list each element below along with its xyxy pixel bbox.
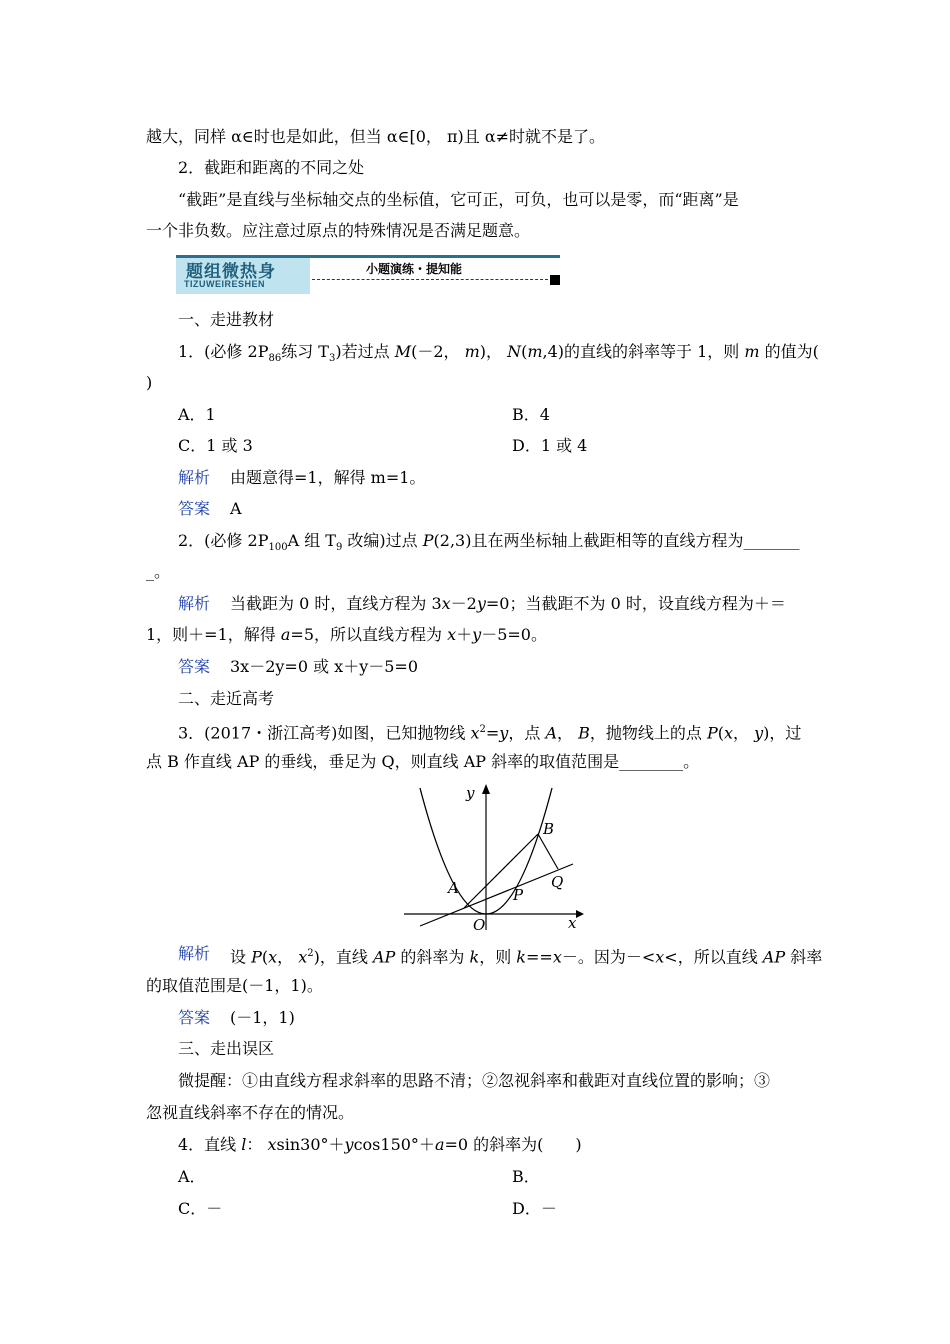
q3-answer-text: (－1，1) [230,1008,295,1027]
y-axis-arrow-icon [482,784,490,794]
q4-option-a: A． [178,1167,206,1186]
banner-top-bar [310,255,560,258]
q2-stem-b: _。 [146,562,171,581]
q1-option-c: C．1 或 3 [178,436,253,455]
q3-stem-a: 3．(2017・浙江高考)如图，已知抛物线 $x^2=y$，点 A， B，抛物线上的点 P(x， y)，过 [178,723,802,743]
label-q: Q [551,873,564,891]
banner-label: 小题演练・提知能 [366,262,463,276]
intro-paragraph-b: 一个非负数。应注意过原点的特殊情况是否满足题意。 [146,221,531,240]
banner-title: 题组微热身 [186,262,276,282]
parabola-figure [400,782,590,932]
banner-subtitle: TIZUWEIRESHEN [184,279,266,289]
label-o: O [473,916,486,932]
section-3-title: 三、走出误区 [178,1039,275,1058]
q1-answer-text: A [230,499,242,518]
banner-dashed-rule [312,279,548,280]
q4-stem: 4．直线 l： xsin30°＋ycos150°＋a=0 的斜率为( ) [178,1135,582,1154]
q1-solution-text: 由题意得=1，解得 m=1。 [230,468,426,487]
line-bq [538,834,558,869]
q4-option-d: D．－ [512,1199,557,1218]
q4-option-b: B． [512,1167,540,1186]
banner-square-icon [550,275,560,285]
q3-stem-b: 点 B 作直线 AP 的垂线，垂足为 Q，则直线 AP 斜率的取值范围是________。 [146,752,700,771]
label-b: B [543,820,555,838]
q4-option-c: C．－ [178,1199,223,1218]
intro-line-1: 越大，同样 α∈时也是如此，但当 α∈[0， π)且 α≠时就不是了。 [146,127,606,146]
label-a: A [448,879,459,897]
q1-option-d: D．1 或 4 [512,436,588,455]
q2-solution-text-a: 当截距为 0 时，直线方程为 3x－2y=0；当截距不为 0 时，设直线方程为＋＝ [230,594,786,613]
q2-solution-label: 解析 [178,594,211,613]
tip-text-a: 微提醒：①由直线方程求斜率的思路不清；②忽视斜率和截距对直线位置的影响；③ [178,1071,771,1090]
q1-option-a: A．1 [178,405,216,424]
label-p: P [513,886,524,904]
heading-intercept-distance: 2．截距和距离的不同之处 [178,158,365,177]
q1-solution-label: 解析 [178,468,211,487]
tip-text-b: 忽视直线斜率不存在的情况。 [146,1103,355,1122]
section-banner [176,255,563,299]
x-axis-arrow-icon [576,910,584,918]
q3-solution-label: 解析 [178,944,211,963]
intro-paragraph-a: “截距”是直线与坐标轴交点的坐标值，它可正，可负，也可以是零，而“距离”是 [178,190,739,209]
q1-stem-b: ) [146,373,153,392]
label-y: y [466,784,475,802]
q1-answer-label: 答案 [178,499,211,518]
label-x: x [568,914,577,932]
q1-stem-a: 1．(必修 $2P_{86}$练习 $T_3$)若过点 M(－2， m)， N(m,4)的直线的斜率等于 1，则 m 的值为( [178,342,819,365]
section-1-title: 一、走进教材 [178,310,275,329]
q3-solution-text-b: 的取值范围是(－1，1)。 [146,976,323,995]
q3-answer-label: 答案 [178,1008,211,1027]
q1-option-b: B．4 [512,405,550,424]
section-2-title: 二、走近高考 [178,689,275,708]
q2-answer-text: 3x－2y=0 或 x＋y－5=0 [230,657,419,676]
q2-solution-text-b: 1，则＋=1，解得 a=5，所以直线方程为 x＋y－5=0。 [146,625,547,644]
q2-stem-a: 2．(必修 $2P_{100}A$ 组 $T_9$ 改编)过点 P(2,3)且在两坐标轴上截距相等的直线方程为_______ [178,531,800,554]
line-ab [464,834,538,908]
q2-answer-label: 答案 [178,657,211,676]
q3-solution-text-a: 设 P(x， $x^2$)，直线 AP 的斜率为 k，则 k==x－。因为－<x<，所以直线 AP 斜率 [230,947,823,967]
